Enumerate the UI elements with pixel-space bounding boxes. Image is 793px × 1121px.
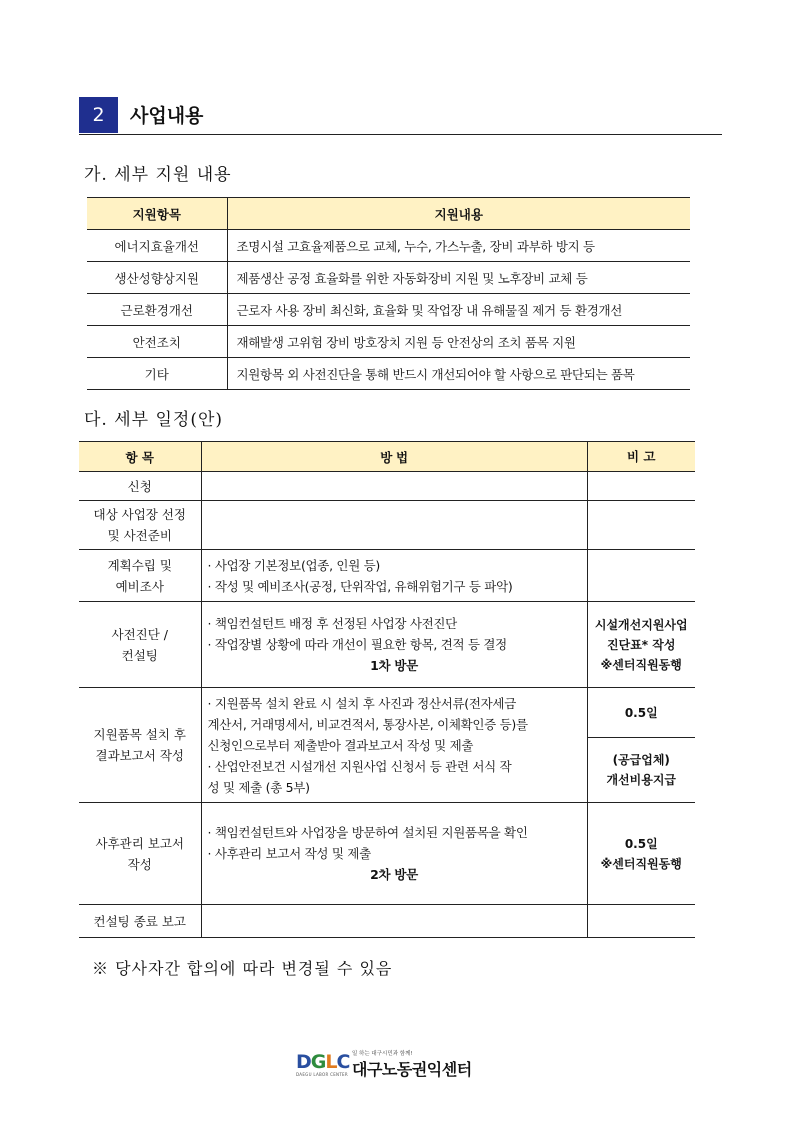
note-line: (공급업체) xyxy=(612,753,670,767)
section-number-badge: 2 xyxy=(79,97,118,133)
schedule-method xyxy=(201,501,587,550)
visit-label: 1차 방문 xyxy=(370,658,418,673)
schedule-item-line: 계획수립 및 xyxy=(107,557,172,573)
schedule-method xyxy=(201,472,587,501)
schedule-item-line: 지원품목 설치 후 xyxy=(93,727,186,742)
schedule-note xyxy=(587,688,695,803)
table-row xyxy=(87,294,690,326)
method-line: · 책임컨설턴트와 사업장을 방문하여 설치된 지원품목을 확인 xyxy=(207,825,528,840)
table-row xyxy=(79,803,695,905)
header-support-content: 지원내용 xyxy=(227,198,690,230)
schedule-item-line: 작성 xyxy=(127,856,152,872)
header-method: 방 법 xyxy=(201,442,587,472)
schedule-note xyxy=(587,905,695,938)
support-item: 생산성향상지원 xyxy=(87,262,227,294)
schedule-item xyxy=(79,803,201,905)
logo-mark: DGLC xyxy=(296,1051,350,1073)
schedule-note xyxy=(587,803,695,905)
table-row xyxy=(79,688,695,803)
detail-support-heading: 가. 세부 지원 내용 xyxy=(84,165,232,185)
section-title: 사업내용 xyxy=(130,105,204,127)
schedule-item-line: 예비조사 xyxy=(115,578,164,594)
schedule-method xyxy=(201,905,587,938)
table-header-row xyxy=(87,198,690,230)
method-line: · 사후관리 보고서 작성 및 제출 xyxy=(207,846,371,861)
schedule-item xyxy=(79,550,201,602)
footnote: ※ 당사자간 합의에 따라 변경될 수 있음 xyxy=(92,959,393,978)
table-row xyxy=(87,230,690,262)
method-line: · 작성 및 예비조사(공정, 단위작업, 유해위험기구 등 파악) xyxy=(207,578,513,594)
note-block xyxy=(588,738,696,802)
logo-tagline: 일 하는 대구시민과 함께! xyxy=(352,1051,413,1057)
schedule-item xyxy=(79,688,201,803)
header-support-item: 지원항목 xyxy=(87,198,227,230)
table-row xyxy=(79,602,695,688)
schedule-item xyxy=(79,602,201,688)
method-line: · 사업장 기본정보(업종, 인원 등) xyxy=(207,557,380,573)
schedule-heading: 다. 세부 일정(안) xyxy=(84,410,224,430)
organization-logo xyxy=(296,1049,496,1077)
table-row xyxy=(87,358,690,390)
support-item: 근로환경개선 xyxy=(87,294,227,326)
table-row xyxy=(79,501,695,550)
method-line: · 지원품목 설치 완료 시 설치 후 사진과 정산서류(전자세금 xyxy=(207,695,516,711)
schedule-item-line: 사후관리 보고서 xyxy=(95,835,184,851)
schedule-item-line: 및 사전준비 xyxy=(107,528,172,543)
schedule-item: 신청 xyxy=(79,472,201,501)
logo-name: 대구노동권익센터 xyxy=(352,1060,472,1079)
schedule-note xyxy=(587,472,695,501)
table-row xyxy=(79,472,695,501)
header-note: 비 고 xyxy=(587,442,695,472)
note-line: 시설개선지원사업 xyxy=(594,617,688,632)
note-line: 0.5일 xyxy=(588,688,696,738)
note-line: ※센터직원동행 xyxy=(600,657,682,672)
note-line: ※센터직원동행 xyxy=(600,856,682,871)
support-content: 조명시설 고효율제품으로 교체, 누수, 가스누출, 장비 과부하 방지 등 xyxy=(227,230,690,262)
schedule-method xyxy=(201,550,587,602)
schedule-table xyxy=(79,441,695,938)
schedule-note xyxy=(587,602,695,688)
logo-english: DAEGU LABOR CENTER xyxy=(296,1072,348,1077)
schedule-item-line: 대상 사업장 선정 xyxy=(93,507,186,522)
table-row xyxy=(87,326,690,358)
schedule-method xyxy=(201,688,587,803)
support-content: 재해발생 고위험 장비 방호장치 지원 등 안전상의 조치 품목 지원 xyxy=(227,326,690,358)
support-item: 기타 xyxy=(87,358,227,390)
schedule-item xyxy=(79,501,201,550)
method-line: 신청인으로부터 제출받아 결과보고서 작성 및 제출 xyxy=(207,737,474,753)
detail-support-table xyxy=(87,197,690,390)
table-row xyxy=(79,905,695,938)
schedule-note xyxy=(587,550,695,602)
schedule-note xyxy=(587,501,695,550)
section-header xyxy=(79,97,722,135)
table-row xyxy=(79,550,695,602)
support-content: 근로자 사용 장비 최신화, 효율화 및 작업장 내 유해물질 제거 등 환경개선 xyxy=(227,294,690,326)
support-content: 제품생산 공정 효율화를 위한 자동화장비 지원 및 노후장비 교체 등 xyxy=(227,262,690,294)
note-line: 0.5일 xyxy=(624,836,658,851)
table-header-row xyxy=(79,442,695,472)
support-content: 지원항목 외 사전진단을 통해 반드시 개선되어야 할 사항으로 판단되는 품목 xyxy=(236,366,635,382)
schedule-item-line: 사전진단 / xyxy=(111,626,168,642)
method-line: 계산서, 거래명세서, 비교견적서, 통장사본, 이체확인증 등)를 xyxy=(207,716,528,732)
support-item: 안전조치 xyxy=(87,326,227,358)
method-line: · 책임컨설턴트 배정 후 선정된 사업장 사전진단 xyxy=(207,616,457,631)
note-line: 개선비용지급 xyxy=(606,773,677,787)
schedule-method xyxy=(201,602,587,688)
method-line: · 산업안전보건 시설개선 지원사업 신청서 등 관련 서식 작 xyxy=(207,758,512,774)
method-line: · 작업장별 상황에 따라 개선이 필요한 항목, 견적 등 결정 xyxy=(207,637,507,652)
schedule-item: 컨설팅 종료 보고 xyxy=(79,905,201,938)
schedule-item-line: 결과보고서 작성 xyxy=(95,748,184,763)
visit-label: 2차 방문 xyxy=(370,867,418,882)
note-line: 진단표* 작성 xyxy=(607,637,676,652)
schedule-method xyxy=(201,803,587,905)
table-row xyxy=(87,262,690,294)
support-item: 에너지효율개선 xyxy=(87,230,227,262)
schedule-item-line: 컨설팅 xyxy=(121,647,158,663)
header-item: 항 목 xyxy=(79,442,201,472)
method-line: 성 및 제출 (총 5부) xyxy=(207,779,310,795)
